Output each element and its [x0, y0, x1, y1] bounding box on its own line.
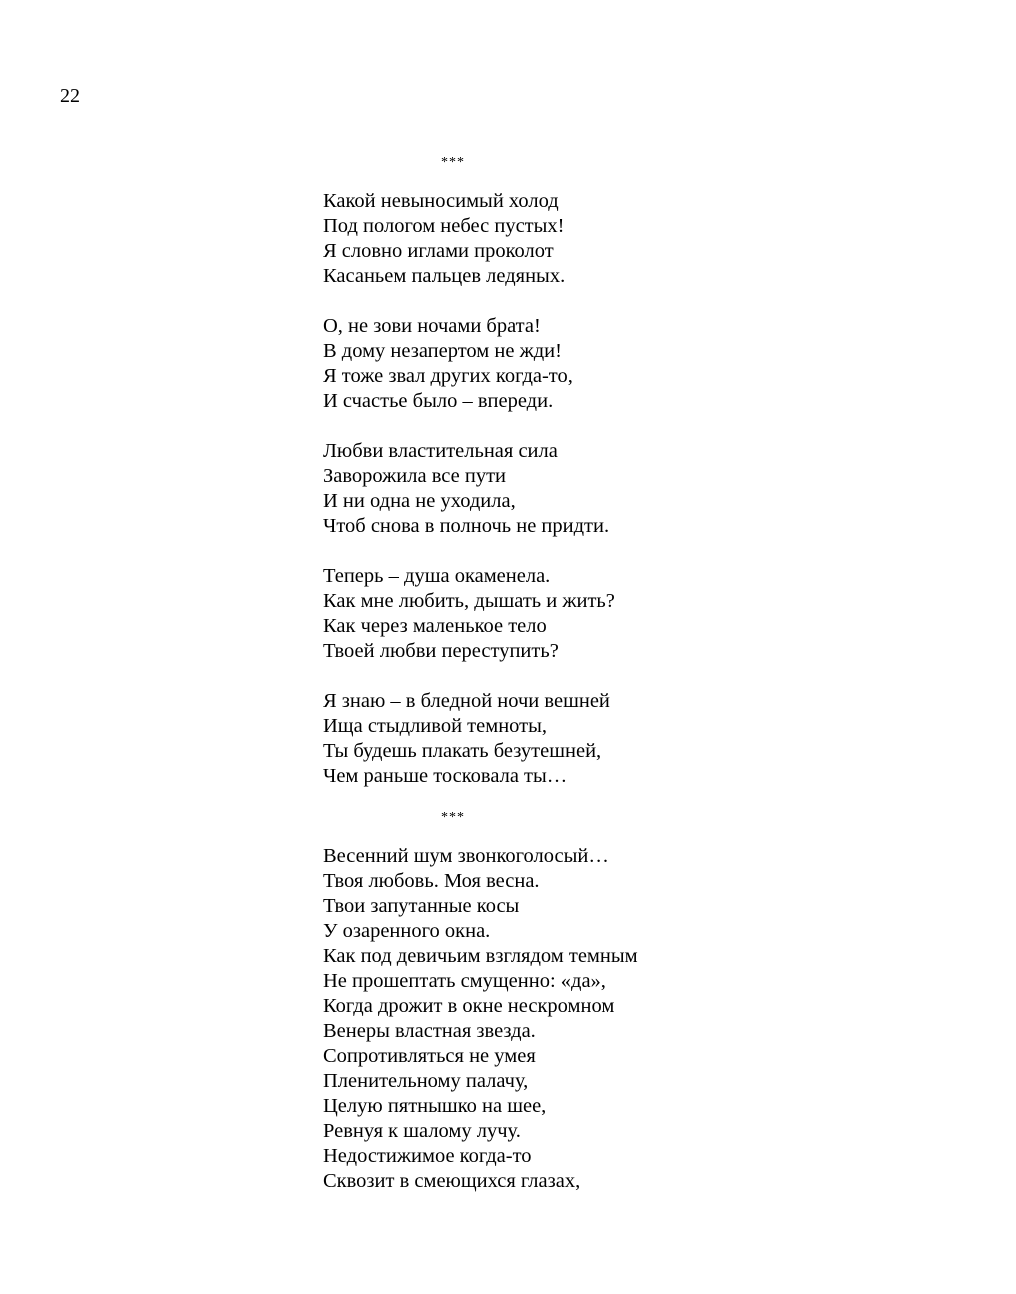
poem-line: О, не зови ночами брата! — [323, 315, 541, 337]
poem-line: Чем раньше тосковала ты… — [323, 765, 568, 787]
poem-separator: *** — [441, 155, 465, 170]
poem-line: Твоя любовь. Моя весна. — [323, 870, 540, 892]
poem-line: Венеры властная звезда. — [323, 1020, 536, 1042]
poem-1 — [323, 189, 615, 789]
poem-line: В дому незапертом не жди! — [323, 340, 562, 362]
poem-line: Не прошептать смущенно: «да», — [323, 970, 606, 992]
poem-line: Когда дрожит в окне нескромном — [323, 995, 615, 1017]
poem-line: Сквозит в смеющихся глазах, — [323, 1170, 581, 1192]
poem-line: Я тоже звал других когда-то, — [323, 365, 573, 387]
stanza-1 — [323, 189, 615, 289]
poem-line: Ревнуя к шалому лучу. — [323, 1120, 521, 1142]
poem-line: Недостижимое когда-то — [323, 1145, 532, 1167]
poem-line: У озаренного окна. — [323, 920, 491, 942]
poem-line: Я словно иглами проколот — [323, 240, 554, 262]
poem-line: Под пологом небес пустых! — [323, 215, 565, 237]
poem-separator: *** — [441, 810, 465, 825]
poem-line: Твоей любви переступить? — [323, 640, 559, 662]
poem-line: Любви властительная сила — [323, 440, 558, 462]
poem-line: Я знаю – в бледной ночи вешней — [323, 690, 610, 712]
poem-line: Ища стыдливой темноты, — [323, 715, 547, 737]
poem-line: Как мне любить, дышать и жить? — [323, 590, 615, 612]
stanza-4 — [323, 564, 615, 664]
stanza-1 — [323, 844, 638, 1194]
stanza-2 — [323, 314, 615, 414]
poem-line: Теперь – душа окаменела. — [323, 565, 551, 587]
poem-line: Как под девичьим взглядом темным — [323, 945, 638, 967]
poem-line: И счастье было – впереди. — [323, 390, 554, 412]
poem-line: Касаньем пальцев ледяных. — [323, 265, 566, 287]
poem-line: И ни одна не уходила, — [323, 490, 516, 512]
poem-2 — [323, 844, 638, 1194]
poem-line: Какой невыносимый холод — [323, 190, 559, 212]
poem-line: Твои запутанные косы — [323, 895, 520, 917]
poem-line: Целую пятнышко на шее, — [323, 1095, 547, 1117]
poem-line: Пленительному палачу, — [323, 1070, 529, 1092]
poem-line: Как через маленькое тело — [323, 615, 547, 637]
poem-line: Сопротивляться не умея — [323, 1045, 536, 1067]
poem-line: Заворожила все пути — [323, 465, 507, 487]
stanza-3 — [323, 439, 615, 539]
stanza-5 — [323, 689, 615, 789]
poem-line: Чтоб снова в полночь не придти. — [323, 515, 610, 537]
page-number: 22 — [60, 85, 80, 107]
poem-line: Ты будешь плакать безутешней, — [323, 740, 602, 762]
poem-line: Весенний шум звонкоголосый… — [323, 845, 609, 867]
